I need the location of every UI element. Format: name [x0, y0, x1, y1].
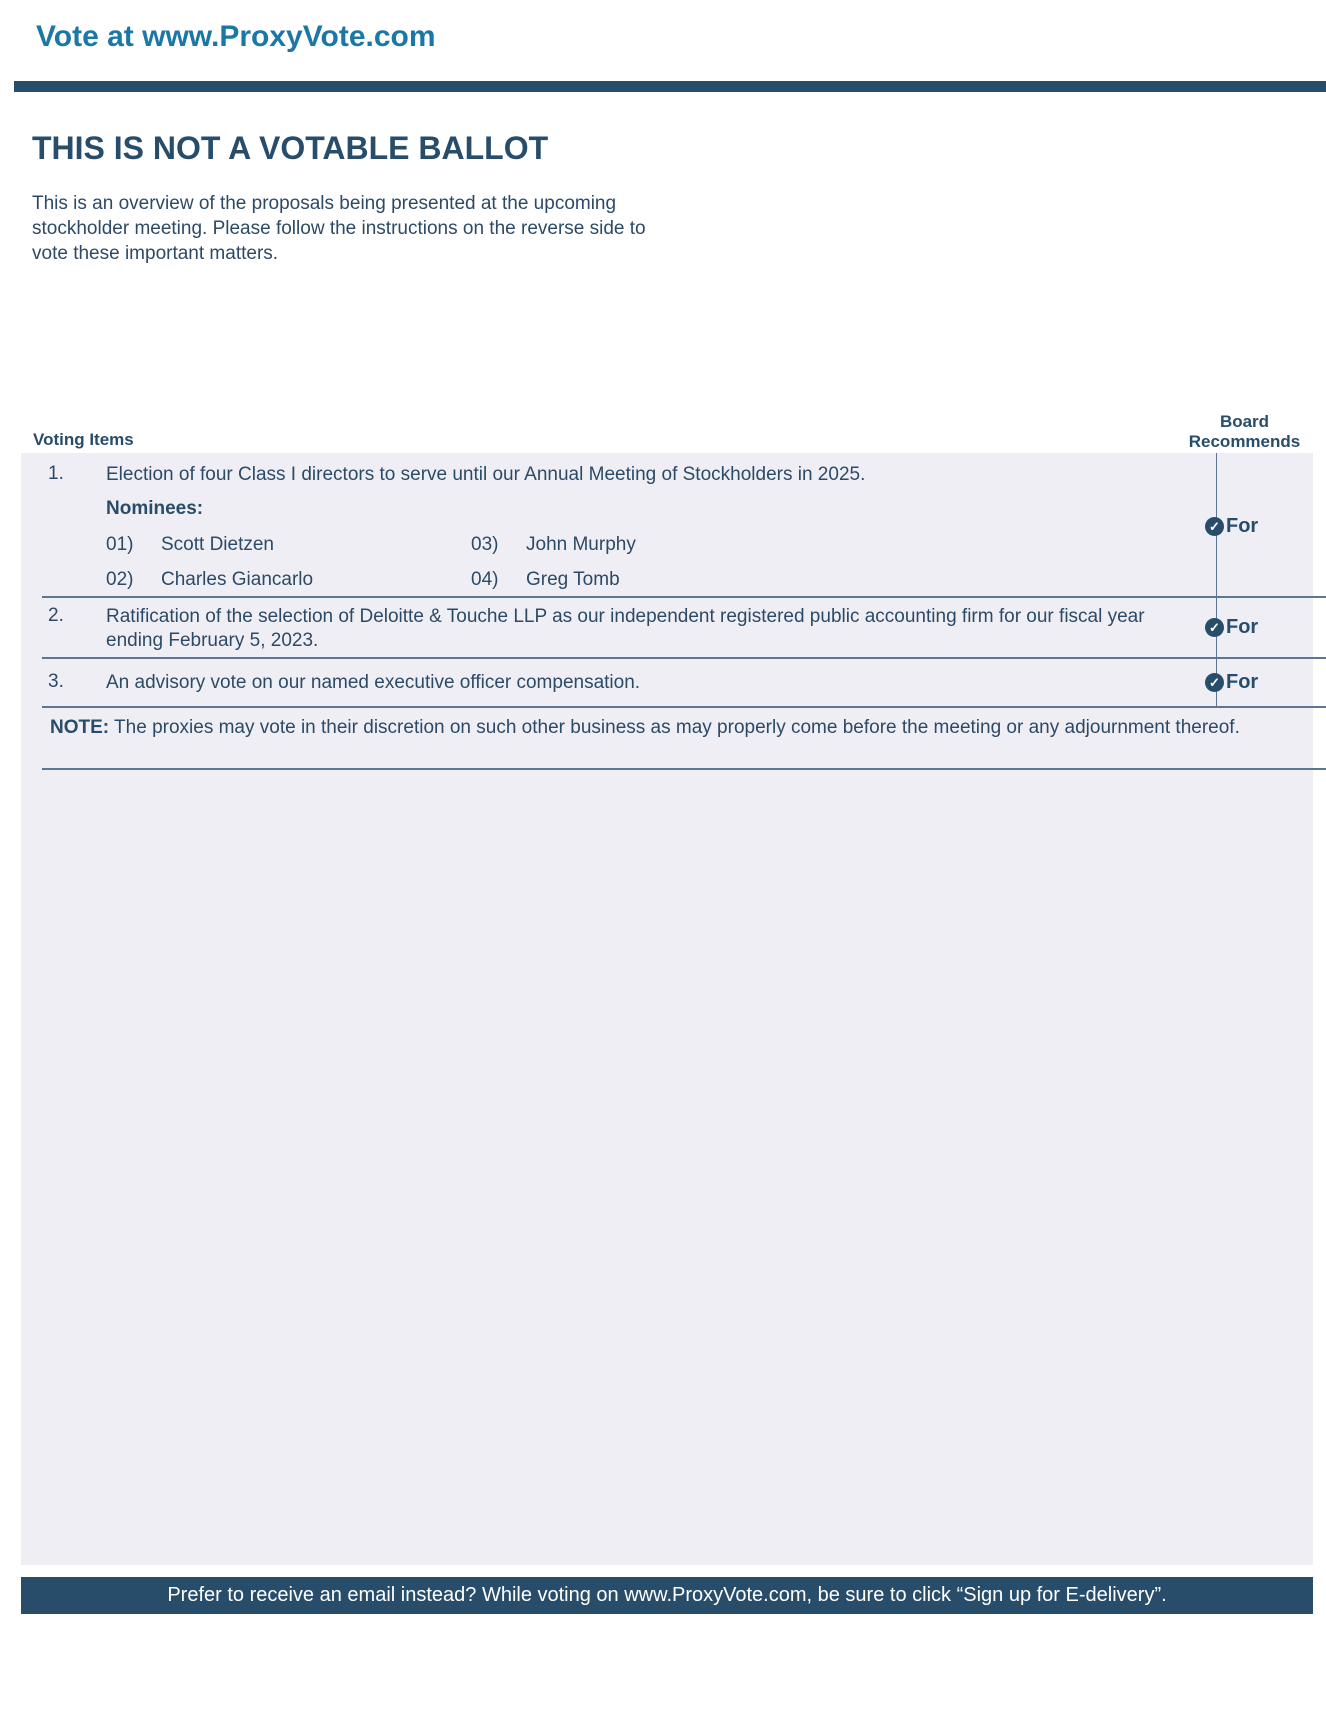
intro-text: This is an overview of the proposals being presented at the upcoming stockholder meeting. Please follow the instructions on the reverse side to vote these important matters. [32, 193, 646, 264]
nominee-name: Scott Dietzen [161, 534, 274, 555]
nominee-num: 01) [106, 534, 134, 555]
checkmark-icon: ✓ [1205, 517, 1224, 536]
page-title: THIS IS NOT A VOTABLE BALLOT [32, 130, 549, 166]
nominee-name: Greg Tomb [526, 569, 620, 590]
recommendation-label: For [1226, 616, 1259, 638]
voting-item-row-3 [42, 659, 1326, 708]
nominee-name: Charles Giancarlo [161, 569, 314, 590]
board-recommendation [1205, 515, 1258, 538]
board-header-line1: Board [1219, 412, 1270, 431]
vote-at-proxyvote-header: Vote at www.ProxyVote.com [36, 20, 436, 53]
note-row [42, 708, 1326, 770]
e-delivery-footer: Prefer to receive an email instead? While voting on www.ProxyVote.com, be sure to click “Sign up for E-delivery”. [21, 1577, 1313, 1614]
item-text: Ratification of the selection of Deloitte & Touche LLP as our independent registered public accounting firm for our fiscal year ending February 5, 2023. [106, 606, 1145, 651]
item-text: Election of four Class I directors to serve until our Annual Meeting of Stockholders in 2025. [106, 464, 866, 485]
item-text: An advisory vote on our named executive officer compensation. [106, 672, 641, 693]
ballot-panel [21, 453, 1313, 1565]
recommendation-label: For [1226, 515, 1259, 537]
item-number: 2. [48, 605, 64, 626]
board-recommends-header [1176, 412, 1313, 452]
voting-items-header: Voting Items [33, 430, 134, 449]
nominees-label: Nominees: [106, 498, 204, 519]
header-divider-bar [14, 81, 1326, 92]
note-body: The proxies may vote in their discretion on such other business as may properly come before the meeting or any adjournment thereof. [109, 717, 1240, 738]
nominee-num: 03) [471, 534, 499, 555]
voting-item-row-1 [42, 453, 1326, 598]
board-recommendation [1205, 616, 1258, 639]
item-number: 3. [48, 671, 64, 692]
nominee-name: John Murphy [526, 534, 636, 555]
checkmark-icon: ✓ [1205, 618, 1224, 637]
board-recommendation [1205, 671, 1258, 694]
checkmark-icon: ✓ [1205, 673, 1224, 692]
board-header-line2: Recommends [1188, 432, 1301, 451]
nominee-num: 04) [471, 569, 499, 590]
item-number: 1. [48, 463, 64, 484]
nominee-num: 02) [106, 569, 134, 590]
note-label: NOTE: [50, 717, 110, 738]
note-text [50, 716, 1320, 740]
voting-item-row-2 [42, 598, 1326, 659]
recommendation-label: For [1226, 671, 1259, 693]
